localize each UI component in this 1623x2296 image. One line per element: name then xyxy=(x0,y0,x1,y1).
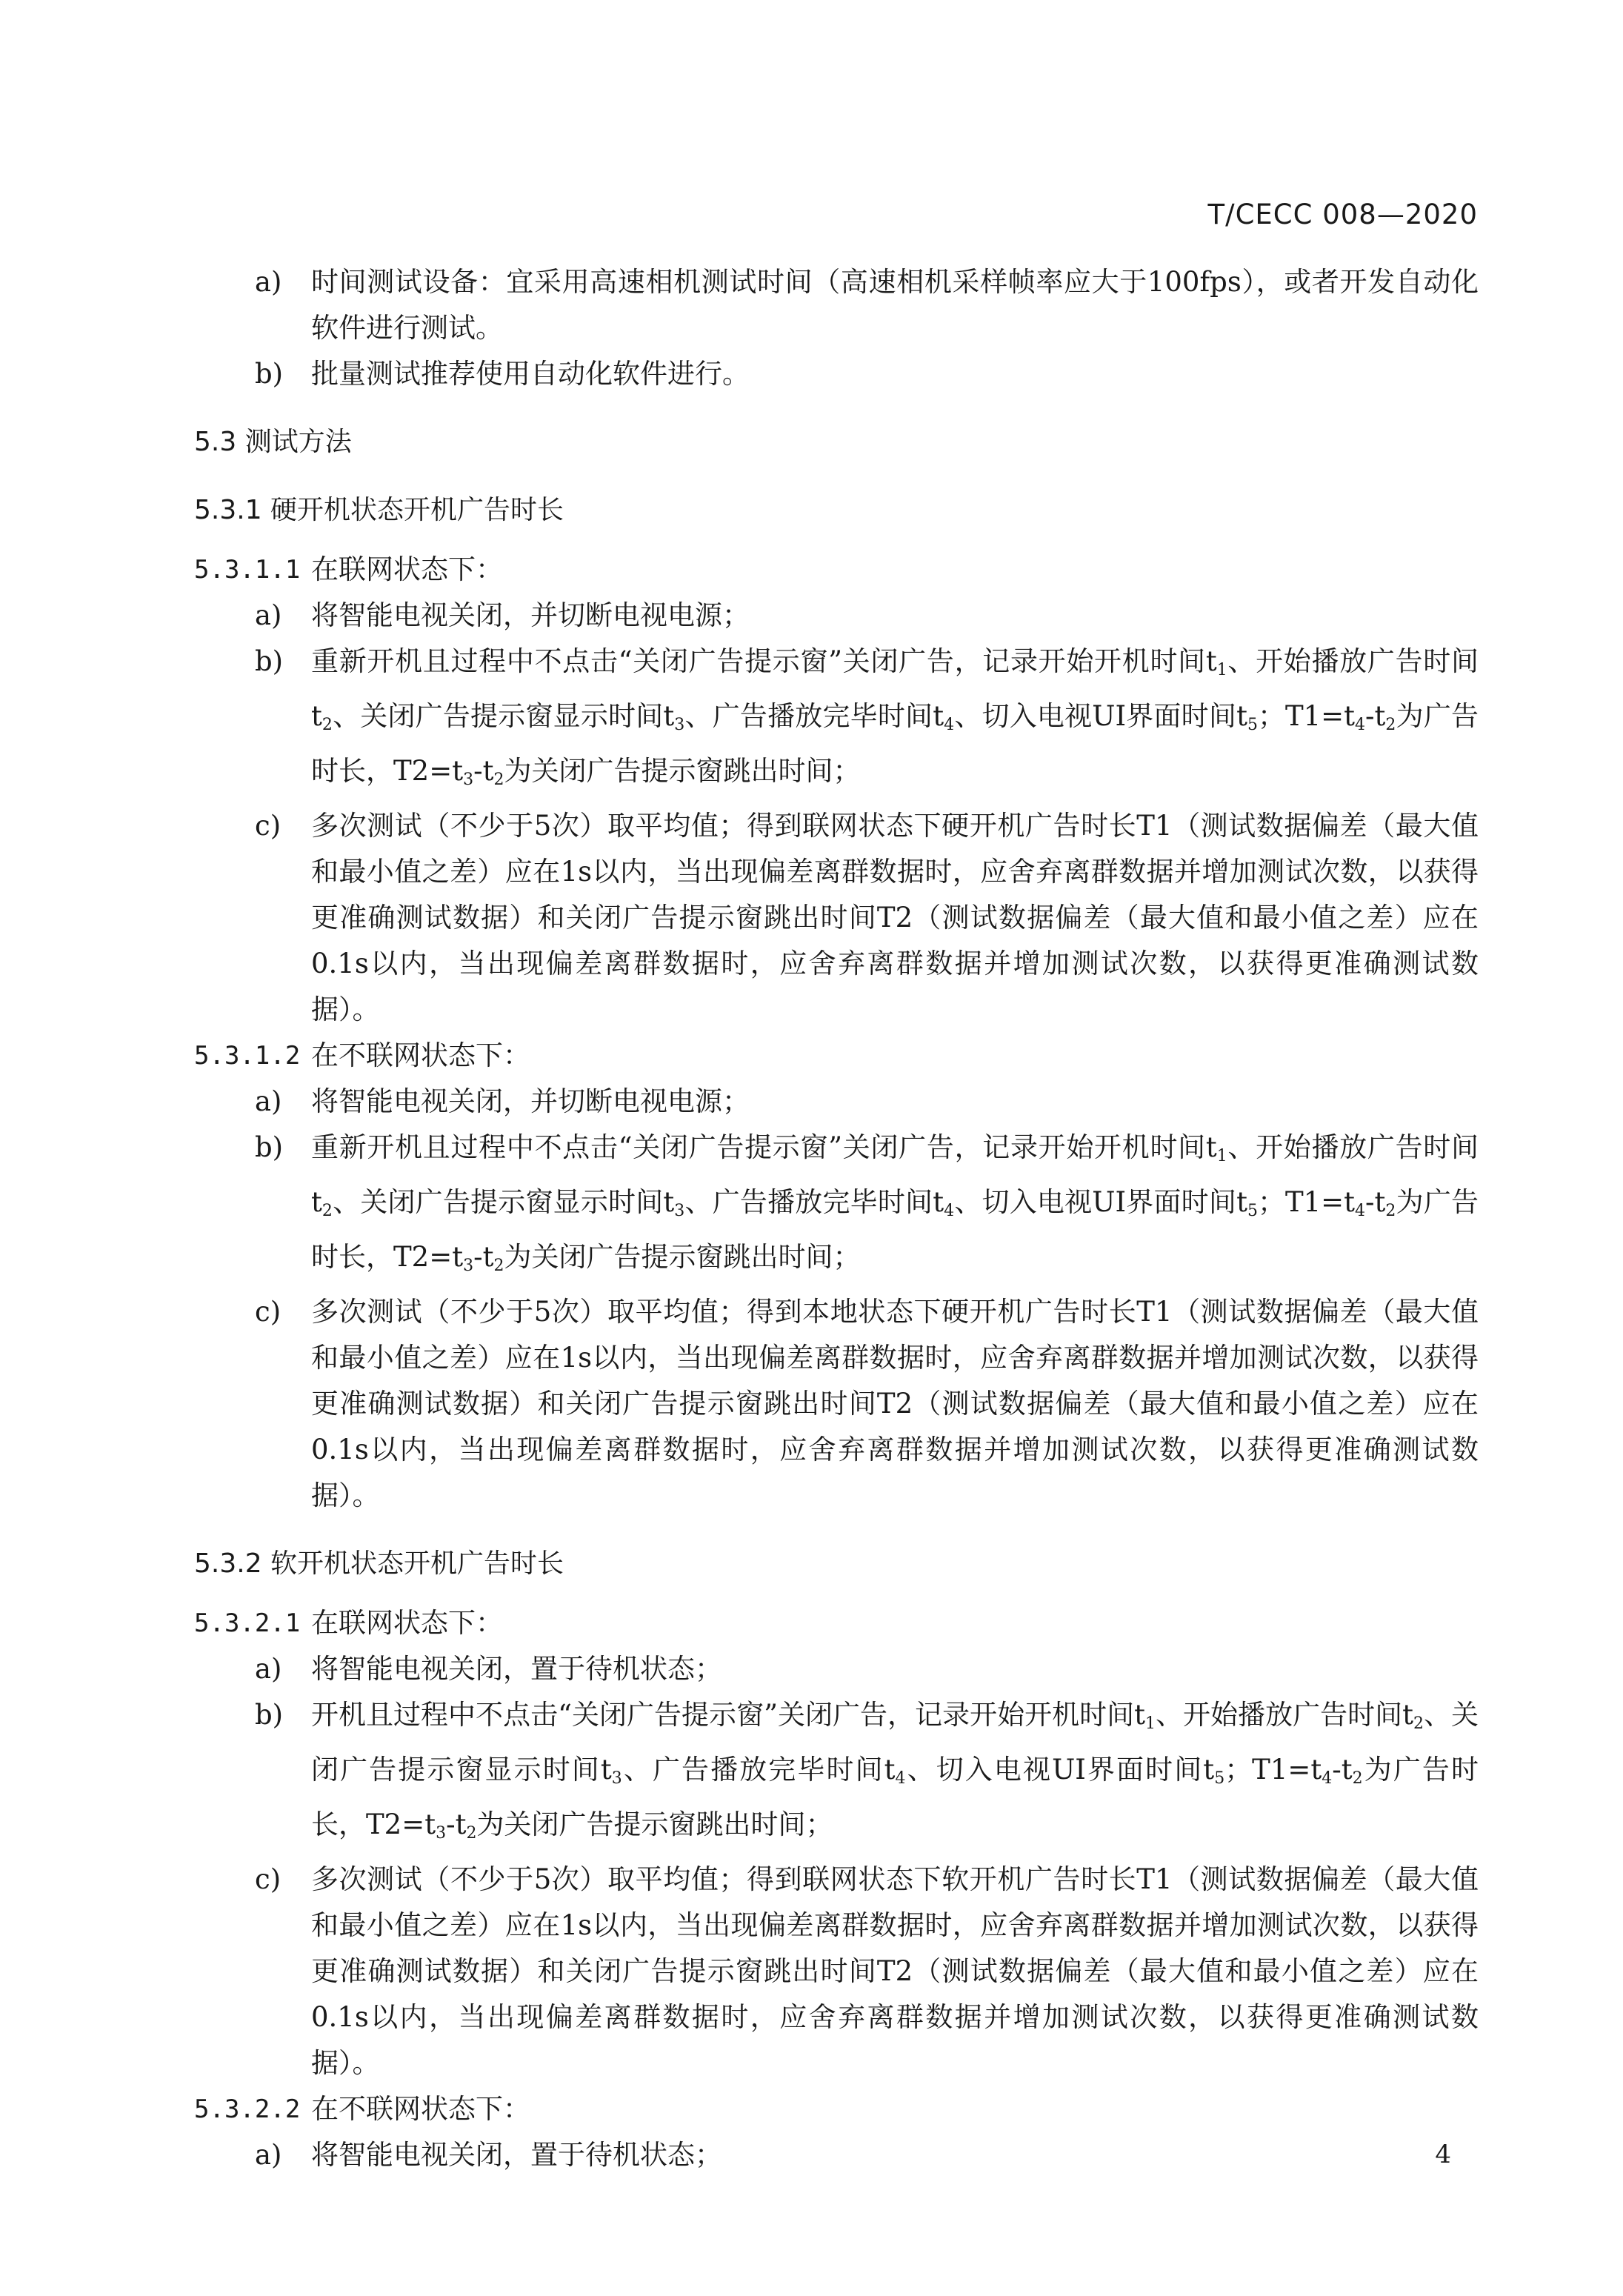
subclause-heading xyxy=(194,1600,1479,1646)
list-text: 多次测试（不少于5次）取平均值；得到联网状态下软开机广告时长T1（测试数据偏差（最大值和最小值之差）应在1s以内，当出现偏差离群数据时，应舍弃离群数据并增加测试次数，以获得更准确测试数据）和关闭广告提示窗跳出时间T2（测试数据偏差（最大值和最小值之差）应在0.1s以内，当出现偏差离群数据时，应舍弃离群数据并增加测试次数，以获得更准确测试数据）。 xyxy=(311,1863,1479,2079)
subclause-number: 5.3.2.1 xyxy=(194,1608,301,1638)
list-text: 重新开机且过程中不点击“关闭广告提示窗”关闭广告，记录开始开机时间$t_1$、开始播放广告时间$t_2$、关闭广告提示窗显示时间$t_3$、广告播放完毕时间$t_4$、切入电视UI界面时间$t_5$；$T1=t_4-t_2$为广告时长，$T2=t_3-t_2$为关闭广告提示窗跳出时间； xyxy=(311,645,1479,789)
list-label: b) xyxy=(255,1131,284,1163)
subclause-text: 在不联网状态下： xyxy=(311,2093,530,2125)
list-text: 将智能电视关闭，置于待机状态； xyxy=(311,2139,722,2171)
list-text: 将智能电视关闭，并切断电视电源； xyxy=(311,1085,750,1117)
list-label: a) xyxy=(255,1085,282,1117)
section-heading: 5.3.2 软开机状态开机广告时长 xyxy=(194,1548,564,1579)
list-item xyxy=(194,639,1479,803)
list-text: 将智能电视关闭，并切断电视电源； xyxy=(311,599,750,631)
list-label: b) xyxy=(255,645,284,677)
list-label: b) xyxy=(255,1699,284,1731)
subclause-number: 5.3.2.2 xyxy=(194,2094,301,2124)
standard-id: T/CECC 008—2020 xyxy=(1207,199,1478,230)
list-text: 开机且过程中不点击“关闭广告提示窗”关闭广告，记录开始开机时间$t_1$、开始播放广告时间$t_2$、关闭广告提示窗显示时间$t_3$、广告播放完毕时间$t_4$、切入电视UI界面时间$t_5$；$T1=t_4-t_2$为广告时长，$T2=t_3-t_2$为关闭广告提示窗跳出时间； xyxy=(311,1699,1479,1843)
list-item xyxy=(194,1125,1479,1289)
subclause-number: 5.3.1.2 xyxy=(194,1041,301,1071)
list-item xyxy=(194,2132,1479,2178)
list-label: a) xyxy=(255,266,282,298)
document-body xyxy=(194,259,1479,2178)
list-text: 批量测试推荐使用自动化软件进行。 xyxy=(311,358,750,390)
list-label: a) xyxy=(255,1653,282,1685)
section-heading: 5.3 测试方法 xyxy=(194,427,352,457)
list-label: a) xyxy=(255,2139,282,2171)
list-label: b) xyxy=(255,358,284,390)
list-label: a) xyxy=(255,599,282,631)
list-text: 时间测试设备：宜采用高速相机测试时间（高速相机采样帧率应大于100fps），或者开发自动化软件进行测试。 xyxy=(311,266,1479,344)
list-item xyxy=(194,259,1479,351)
subclause-text: 在联网状态下： xyxy=(311,553,503,585)
list-text: 重新开机且过程中不点击“关闭广告提示窗”关闭广告，记录开始开机时间$t_1$、开始播放广告时间$t_2$、关闭广告提示窗显示时间$t_3$、广告播放完毕时间$t_4$、切入电视UI界面时间$t_5$；$T1=t_4-t_2$为广告时长，$T2=t_3-t_2$为关闭广告提示窗跳出时间； xyxy=(311,1131,1479,1275)
list-item xyxy=(194,803,1479,1033)
list-label: c) xyxy=(255,810,281,842)
subclause-heading xyxy=(194,547,1479,593)
subclause-number: 5.3.1.1 xyxy=(194,555,301,585)
list-text: 多次测试（不少于5次）取平均值；得到本地状态下硬开机广告时长T1（测试数据偏差（最大值和最小值之差）应在1s以内，当出现偏差离群数据时，应舍弃离群数据并增加测试次数，以获得更准确测试数据）和关闭广告提示窗跳出时间T2（测试数据偏差（最大值和最小值之差）应在0.1s以内，当出现偏差离群数据时，应舍弃离群数据并增加测试次数，以获得更准确测试数据）。 xyxy=(311,1296,1479,1511)
page-number: 4 xyxy=(1435,2140,1451,2169)
list-text: 将智能电视关闭，置于待机状态； xyxy=(311,1653,722,1685)
subclause-text: 在联网状态下： xyxy=(311,1607,503,1639)
list-item xyxy=(194,593,1479,639)
list-label: c) xyxy=(255,1296,281,1328)
list-item xyxy=(194,1857,1479,2086)
list-item xyxy=(194,1079,1479,1125)
list-text: 多次测试（不少于5次）取平均值；得到联网状态下硬开机广告时长T1（测试数据偏差（最大值和最小值之差）应在1s以内，当出现偏差离群数据时，应舍弃离群数据并增加测试次数，以获得更准确测试数据）和关闭广告提示窗跳出时间T2（测试数据偏差（最大值和最小值之差）应在0.1s以内，当出现偏差离群数据时，应舍弃离群数据并增加测试次数，以获得更准确测试数据）。 xyxy=(311,810,1479,1025)
list-item xyxy=(194,1692,1479,1857)
subclause-text: 在不联网状态下： xyxy=(311,1039,530,1071)
section-heading: 5.3.1 硬开机状态开机广告时长 xyxy=(194,495,564,525)
subclause-heading xyxy=(194,1033,1479,1079)
subclause-heading xyxy=(194,2086,1479,2132)
list-label: c) xyxy=(255,1863,281,1895)
list-item xyxy=(194,351,1479,397)
list-item xyxy=(194,1289,1479,1519)
list-item xyxy=(194,1646,1479,1692)
